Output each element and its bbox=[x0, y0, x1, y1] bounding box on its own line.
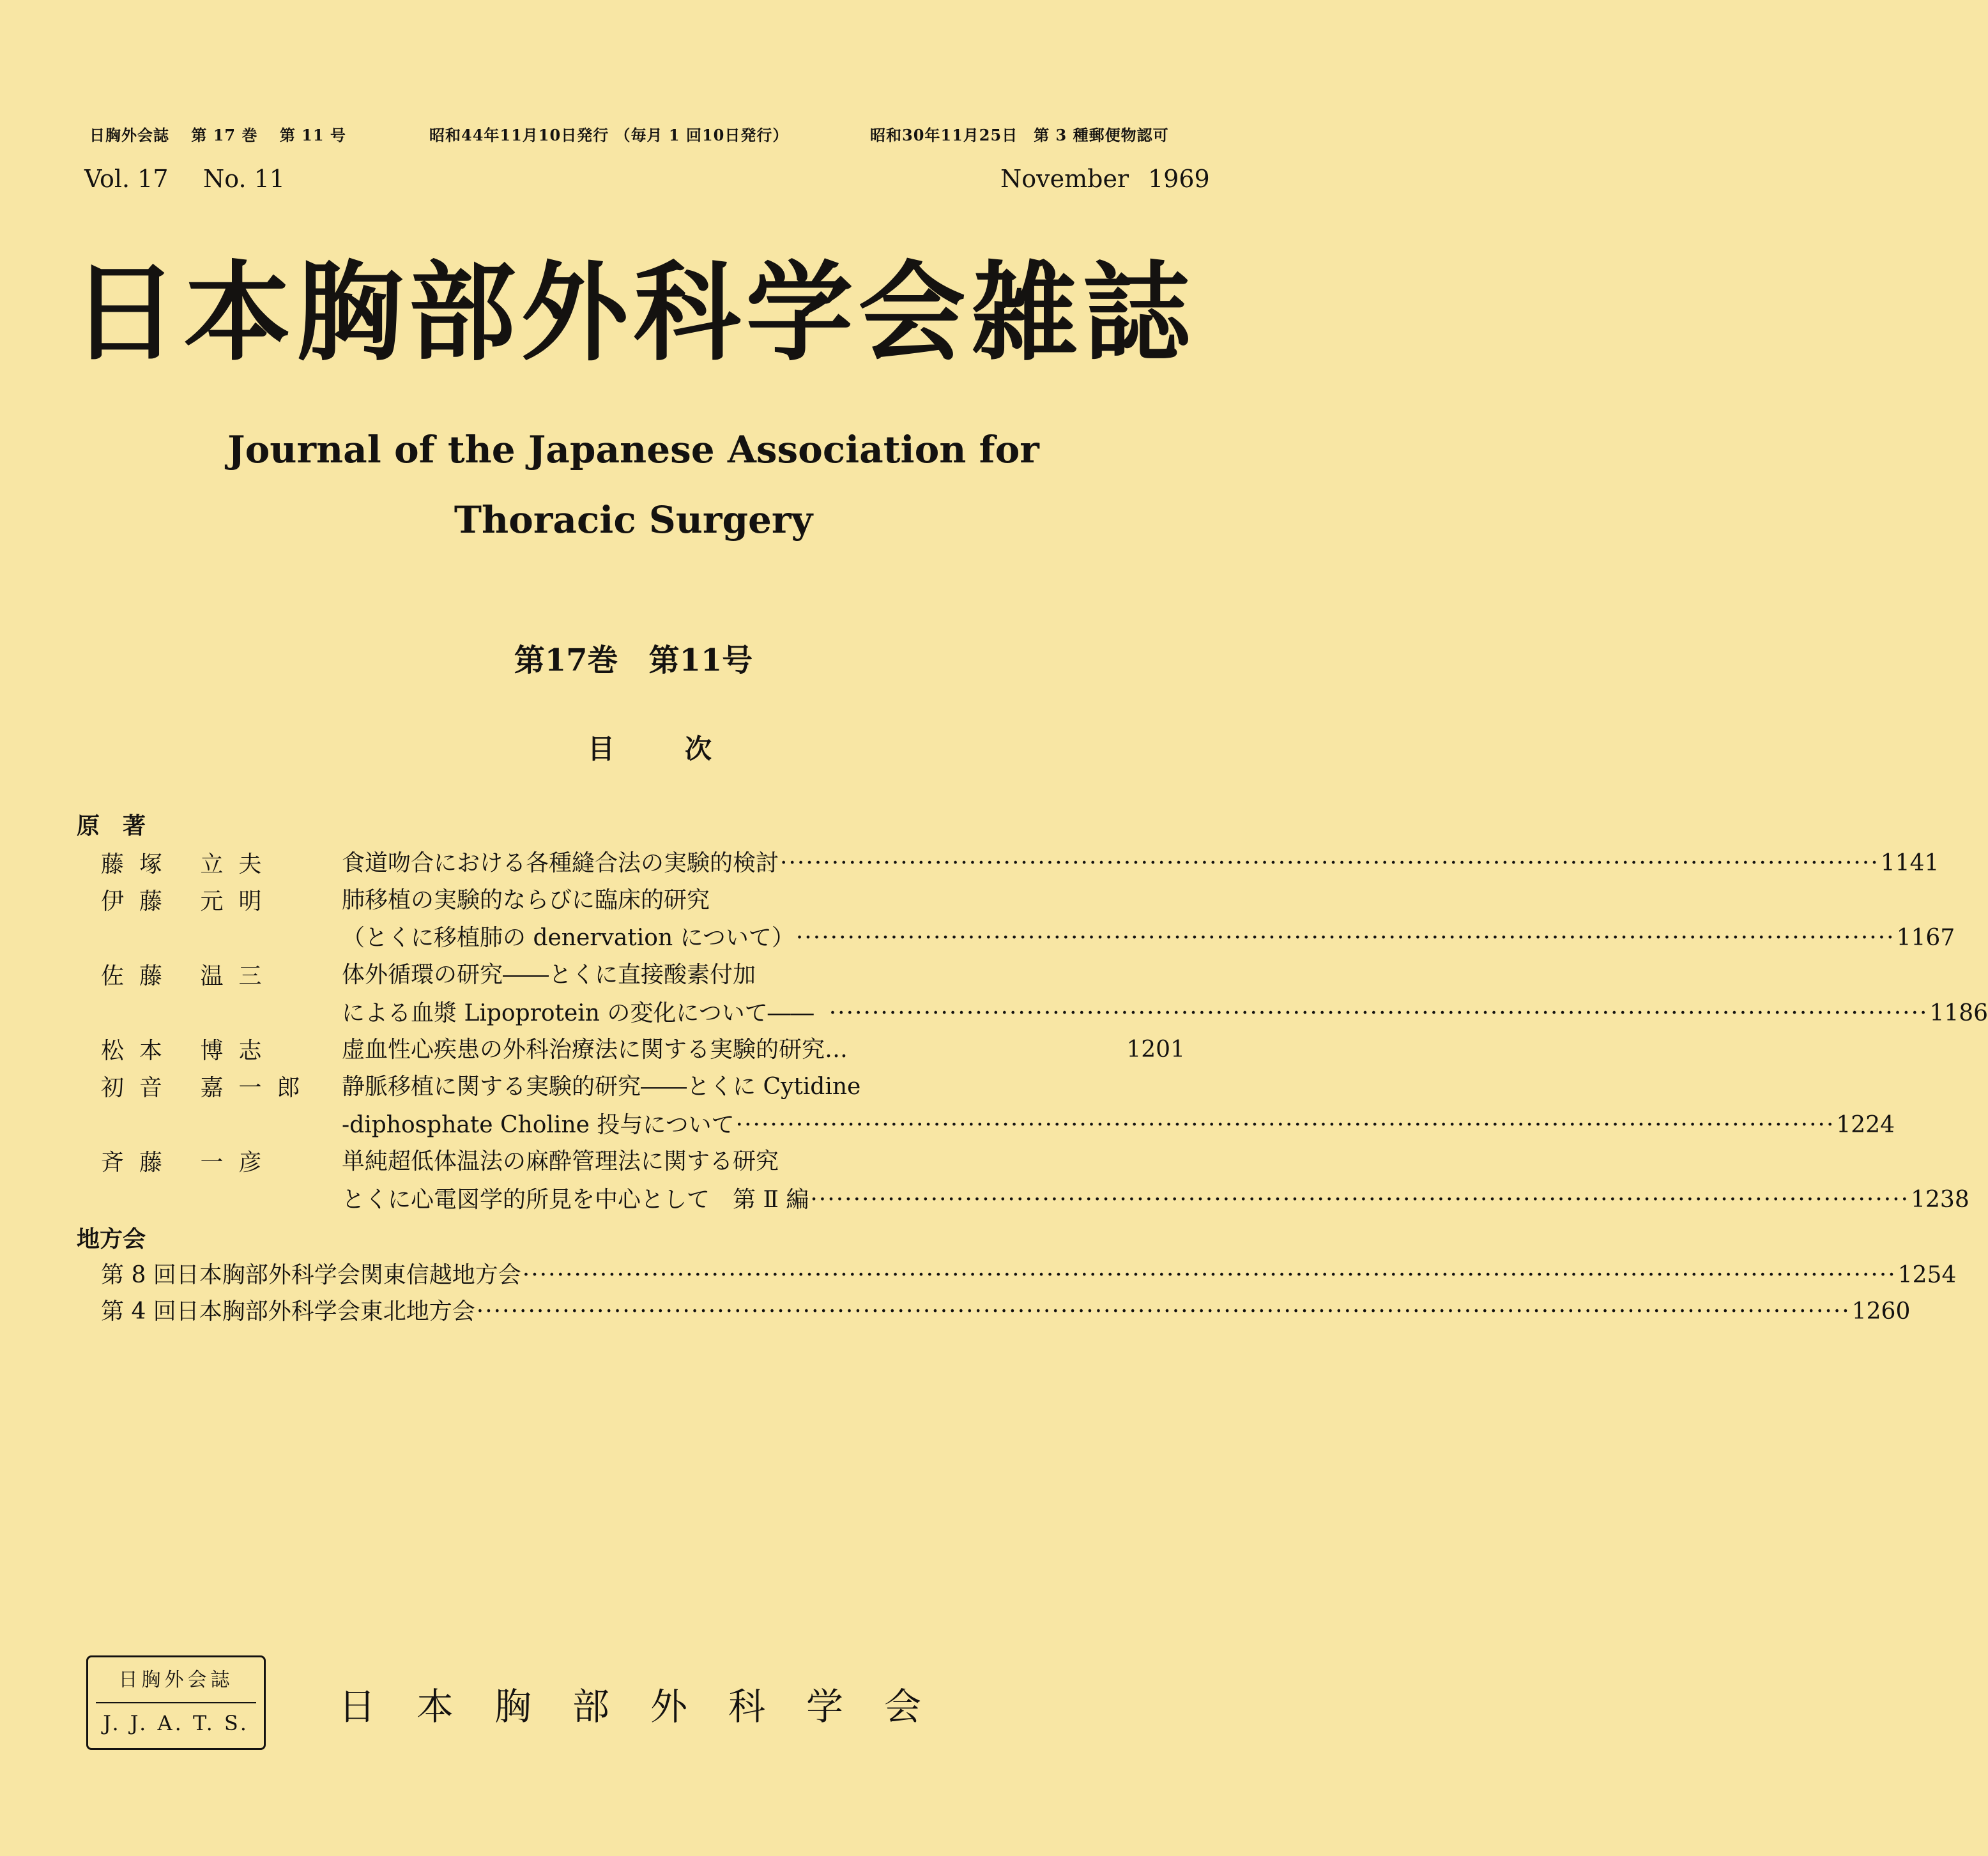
toc-entry bbox=[101, 1257, 1957, 1288]
journal-abbreviation-badge bbox=[86, 1655, 266, 1750]
page-number: 1238 bbox=[1911, 1187, 1969, 1213]
leader-dots: ································································································································ bbox=[829, 1000, 1929, 1026]
issue-month: November bbox=[1000, 165, 1129, 193]
section-regional-meetings: 地方会 bbox=[77, 1226, 146, 1252]
leader-dots: ································································································································ bbox=[795, 925, 1895, 951]
article-title: 食道吻合における各種縫合法の実験的検討 bbox=[342, 850, 779, 876]
article-title: 虚血性心疾患の外科治療法に関する実験的研究… bbox=[342, 1037, 848, 1063]
header-journal-abbrev: 日胸外会誌 第 17 巻 第 11 号 bbox=[89, 126, 346, 144]
toc-entry bbox=[342, 1107, 1895, 1138]
toc-entry-line bbox=[342, 1069, 1185, 1099]
publisher-name: 日本胸部外科学会 bbox=[339, 1685, 963, 1728]
article-author: 松本 博志 bbox=[101, 1038, 277, 1064]
journal-title-english-line1: Journal of the Japanese Association for bbox=[227, 428, 1039, 471]
contents-heading: 目次 bbox=[588, 733, 783, 764]
page-number: 1141 bbox=[1880, 850, 1939, 876]
leader-dots: ································································································································ bbox=[810, 1187, 1910, 1213]
article-author: 伊藤 元明 bbox=[101, 888, 277, 915]
badge-english-abbrev: J. J. A. T. S. bbox=[103, 1711, 249, 1735]
article-title: 静脈移植に関する実験的研究――とくに Cytidine bbox=[342, 1074, 861, 1100]
toc-entry-line bbox=[342, 882, 1185, 913]
leader-dots: ································································································································································ bbox=[522, 1262, 1897, 1288]
section-original-articles: 原 著 bbox=[77, 812, 146, 839]
toc-entry bbox=[342, 995, 1988, 1026]
badge-japanese-abbrev: 日胸外会誌 bbox=[118, 1669, 234, 1691]
page-number: 1186 bbox=[1929, 1000, 1988, 1026]
regional-meeting-title: 第 8 回日本胸部外科学会関東信越地方会 bbox=[101, 1262, 521, 1288]
toc-entry bbox=[342, 1031, 1185, 1062]
article-title-continued: とくに心電図学的所見を中心として 第 Ⅱ 編 bbox=[342, 1187, 809, 1213]
issue-number: No. 11 bbox=[203, 165, 285, 193]
page-number: 1254 bbox=[1897, 1262, 1957, 1288]
article-title-continued: -diphosphate Choline 投与について bbox=[342, 1112, 735, 1138]
regional-meeting-title: 第 4 回日本胸部外科学会東北地方会 bbox=[101, 1298, 475, 1325]
article-author: 佐藤 温三 bbox=[101, 963, 277, 989]
volume-number: Vol. 17 bbox=[84, 165, 169, 193]
toc-entry-line bbox=[342, 1143, 1185, 1174]
article-title: 単純超低体温法の麻酔管理法に関する研究 bbox=[342, 1148, 779, 1175]
header-publication-date: 昭和44年11月10日発行 （毎月 1 回10日発行） bbox=[429, 126, 789, 144]
article-author: 初音 嘉一郎 bbox=[101, 1075, 316, 1101]
badge-divider bbox=[96, 1702, 256, 1703]
journal-title-english-line2: Thoracic Surgery bbox=[454, 498, 813, 542]
toc-entry-line bbox=[342, 957, 1185, 987]
header-postal-authorization: 昭和30年11月25日 第 3 種郵便物認可 bbox=[870, 126, 1169, 144]
article-title: 体外循環の研究――とくに直接酸素付加 bbox=[342, 962, 756, 988]
article-title: 肺移植の実験的ならびに臨床的研究 bbox=[342, 887, 710, 913]
leader-dots: ································································································································································ bbox=[476, 1298, 1851, 1325]
page-number: 1201 bbox=[1126, 1037, 1185, 1063]
page-number: 1167 bbox=[1896, 925, 1955, 951]
leader-dots: ································································································································ bbox=[780, 850, 1879, 876]
toc-entry bbox=[342, 845, 1939, 876]
toc-entry bbox=[342, 1182, 1969, 1213]
toc-entry bbox=[101, 1293, 1911, 1325]
page-number: 1260 bbox=[1851, 1298, 1911, 1325]
article-author: 斉藤 一彦 bbox=[101, 1150, 277, 1176]
article-title-continued: による血漿 Lipoprotein の変化について―― bbox=[342, 1000, 814, 1026]
issue-year: 1969 bbox=[1148, 165, 1210, 193]
toc-entry bbox=[342, 920, 1955, 951]
journal-title-japanese: 日本胸部外科学会雑誌 bbox=[71, 249, 1196, 376]
issue-label: 第17巻 第11号 bbox=[514, 643, 753, 678]
article-author: 藤塚 立夫 bbox=[101, 851, 277, 878]
leader-dots: ································································································································ bbox=[735, 1112, 1835, 1138]
page-number: 1224 bbox=[1836, 1112, 1895, 1138]
article-title-continued: （とくに移植肺の denervation について） bbox=[342, 925, 795, 951]
